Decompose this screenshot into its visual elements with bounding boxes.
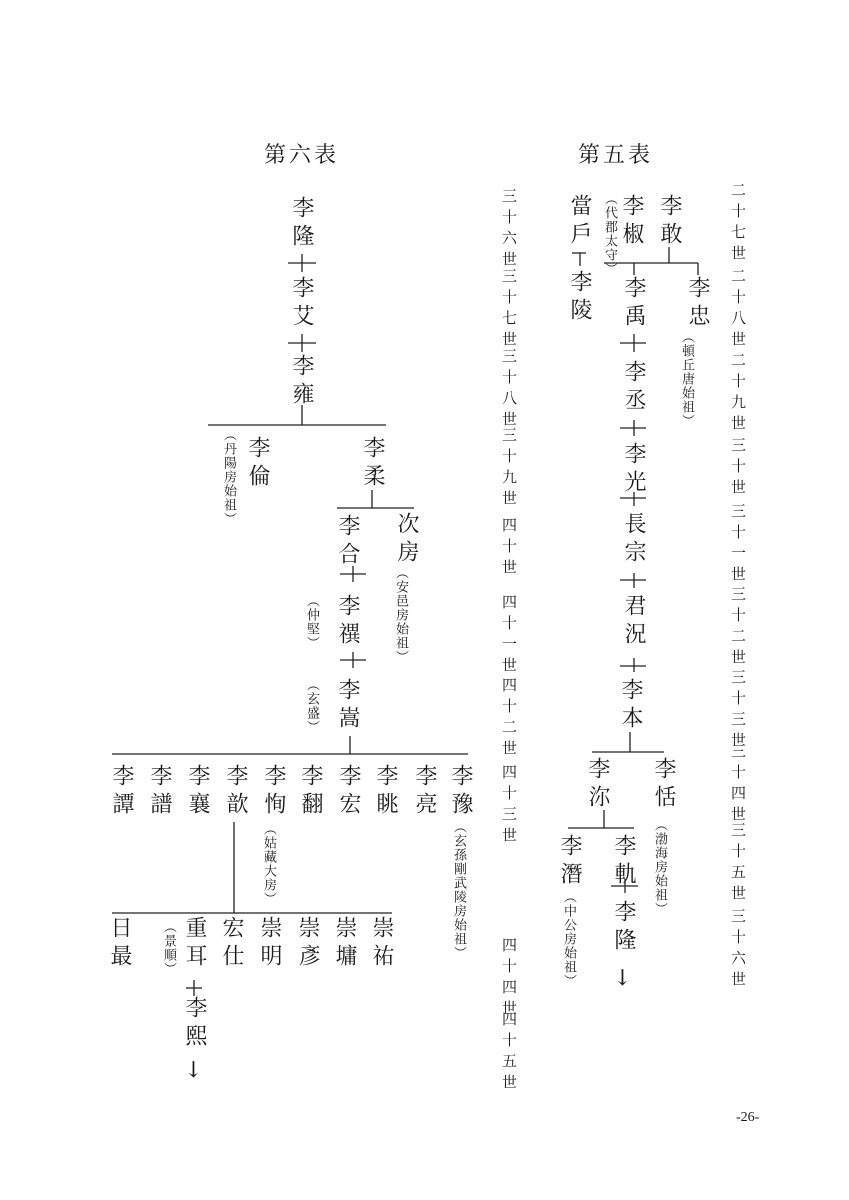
person-li-jiao: 李椒 (619, 194, 644, 250)
generation-label: 二十八世 (729, 268, 747, 352)
person-li-song: 李嵩 (335, 678, 360, 734)
person-li-gui: 李軌 (611, 834, 636, 890)
person-li-pu: 李譜 (147, 764, 172, 820)
generation-label: 三十六世 (500, 188, 518, 272)
person-danghu: 當戶 (567, 194, 592, 250)
continues-arrow: ↓ (181, 1058, 206, 1089)
person-chongyou: 崇祐 (369, 916, 394, 972)
note-li-si: （仲堅） (304, 594, 319, 650)
person-cifang: 次房 (394, 512, 419, 568)
person-li-cheng: 李丞 (621, 360, 646, 416)
person-li-rou: 李柔 (360, 436, 385, 492)
person-chongyong: 崇墉 (332, 916, 357, 972)
person-li-hong: 李宏 (336, 764, 361, 820)
generation-label: 四十一世 (500, 594, 518, 678)
generation-label: 二十七世 (729, 182, 747, 266)
person-changzong: 長宗 (621, 512, 646, 568)
person-junkuang: 君況 (621, 594, 646, 650)
person-rizui: 日最 (107, 916, 132, 972)
person-li-ben: 李本 (618, 678, 643, 734)
note-li-lun: （丹陽房始祖） (221, 428, 236, 526)
person-li-fan: 李翻 (298, 764, 323, 820)
person-li-yu: 李禹 (621, 276, 646, 332)
note-zhonger: （景順） (161, 920, 176, 976)
generation-label: 三十五世 (729, 822, 747, 906)
person-chongming: 崇明 (257, 916, 282, 972)
person-li-long-t5: 李隆 (611, 900, 636, 956)
note-li-zhong: （頓丘唐始祖） (679, 330, 694, 428)
generation-label: 四十五世 (500, 1011, 518, 1095)
person-li-ci: 李沵 (585, 757, 610, 813)
generation-label: 三十八世 (500, 348, 518, 432)
person-li-liang: 李亮 (412, 764, 437, 820)
table-6-title: 第六表 (264, 143, 340, 168)
person-li-he: 李合 (335, 514, 360, 570)
generation-label: 三十六世 (729, 908, 747, 992)
note-cifang: （安邑房始祖） (393, 566, 408, 664)
person-zhonger: 重耳 (182, 916, 207, 972)
person-li-si: 李禩 (335, 594, 360, 650)
person-li-xin: 李歆 (223, 764, 248, 820)
person-li-qian: 李潛 (557, 834, 582, 890)
continues-arrow: ↓ (610, 966, 635, 997)
note-li-xun: （姑藏大房） (261, 822, 276, 906)
person-li-zhong: 李忠 (685, 276, 710, 332)
person-li-xi: 李熙 (182, 996, 207, 1052)
person-hongshi: 宏仕 (219, 916, 244, 972)
generation-label: 二十九世 (729, 352, 747, 436)
person-chongyan: 崇彥 (295, 916, 320, 972)
person-li-xun: 李恂 (261, 764, 286, 820)
generation-label: 四十三世 (500, 764, 518, 848)
note-li-song: （玄盛） (304, 678, 319, 734)
person-li-long-t6: 李隆 (289, 196, 314, 252)
note-li-tian: （渤海房始祖） (652, 818, 667, 916)
generation-label: 四十二世 (500, 677, 518, 761)
person-li-tiao: 李眺 (373, 764, 398, 820)
generation-label: 三十世 (729, 437, 747, 500)
generation-label: 三十四世 (729, 743, 747, 827)
generation-label: 三十一世 (729, 503, 747, 587)
person-li-guang: 李光 (621, 442, 646, 498)
note-li-yu6: （玄孫剛武陵房始祖） (451, 820, 466, 960)
note-li-qian: （中公房始祖） (561, 890, 576, 988)
person-li-yong: 李雍 (289, 354, 314, 410)
page-number: -26- (736, 1110, 760, 1125)
table-5-title: 第五表 (578, 143, 654, 168)
generation-label: 三十七世 (500, 268, 518, 352)
person-li-ling: 李陵 (567, 270, 592, 326)
person-li-xiang: 李襄 (185, 764, 210, 820)
person-li-yu6: 李豫 (448, 764, 473, 820)
generation-label: 三十三世 (729, 669, 747, 753)
generation-label: 三十九世 (500, 427, 518, 511)
note-li-jiao: （代郡太守） (602, 192, 617, 276)
person-li-tian: 李恬 (651, 757, 676, 813)
person-li-lun: 李倫 (245, 436, 270, 492)
generation-label: 三十二世 (729, 586, 747, 670)
person-li-tan: 李譚 (109, 764, 134, 820)
generation-label: 四十世 (500, 517, 518, 580)
generation-label: 四十四世 (500, 937, 518, 1021)
person-li-ai: 李艾 (289, 276, 314, 332)
person-li-gan: 李敢 (657, 194, 682, 250)
